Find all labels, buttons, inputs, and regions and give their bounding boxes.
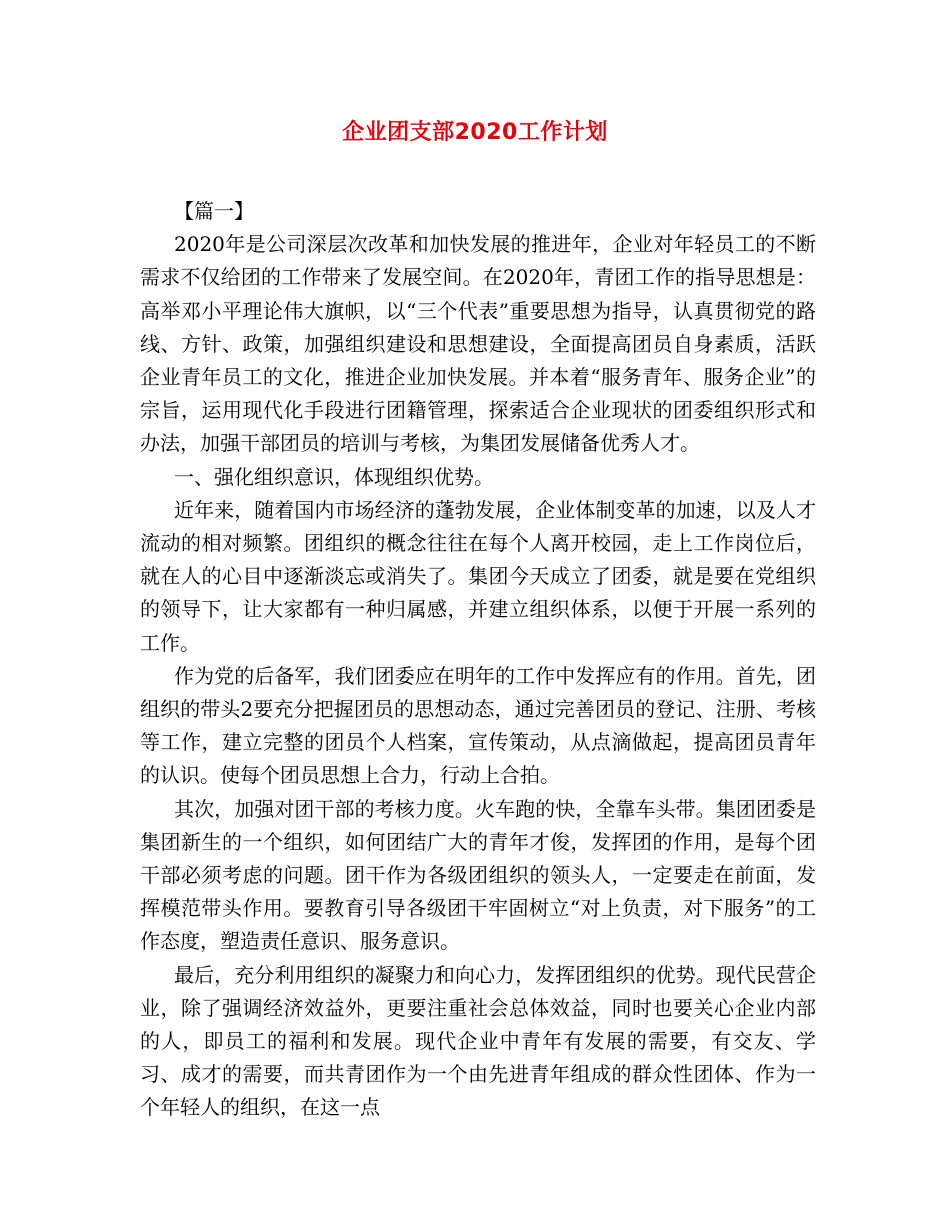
paragraph-first: 作为党的后备军，我们团委应在明年的工作中发挥应有的作用。首先，团组织的带头2要充分把握团员的思想动态，通过完善团员的登记、注册、考核等工作，建立完整的团员个人档案，宣传策动，从点滴做起，提高团员青年的认识。使每个团员思想上合力，行动上合拍。: [140, 663, 816, 788]
paragraph-second: 其次，加强对团干部的考核力度。火车跑的快，全靠车头带。集团团委是集团新生的一个组织，如何团结广大的青年才俊，发挥团的作用，是每个团干部必须考虑的问题。团干作为各级团组织的领头人，一定要走在前面，发挥模范带头作用。要教育引导各级团干牢固树立“对上负责，对下服务”的工作态度，塑造责任意识、服务意识。: [140, 796, 816, 954]
document-body: [140, 195, 816, 1125]
paragraph-background: 近年来，随着国内市场经济的蓬勃发展，企业体制变革的加速，以及人才流动的相对频繁。团组织的概念往往在每个人离开校园，走上工作岗位后，就在人的心目中逐渐淡忘或消失了。集团今天成立了团委，就是要在党组织的领导下，让大家都有一种归属感，并建立组织体系，以便于开展一系列的工作。: [140, 497, 816, 655]
section-label: 【篇一】: [174, 199, 254, 223]
paragraph-intro: 2020年是公司深层次改革和加快发展的推进年，企业对年轻员工的不断需求不仅给团的工作带来了发展空间。在2020年，青团工作的指导思想是：高举邓小平理论伟大旗帜，以“三个代表”重要思想为指导，认真贯彻党的路线、方针、政策，加强组织建设和思想建设，全面提高团员自身素质，活跃企业青年员工的文化，推进企业加快发展。并本着“服务青年、服务企业”的宗旨，运用现代化手段进行团籍管理，探索适合企业现状的团委组织形式和办法，加强干部团员的培训与考核，为集团发展储备优秀人才。: [140, 232, 816, 456]
section-heading-1: 一、强化组织意识，体现组织优势。: [174, 464, 494, 489]
document-title: 企业团支部2020工作计划: [342, 120, 608, 145]
paragraph-last: 最后，充分利用组织的凝聚力和向心力，发挥团组织的优势。现代民营企业，除了强调经济效益外，更要注重社会总体效益，同时也要关心企业内部的人，即员工的福利和发展。现代企业中青年有发展的需要，有交友、学习、成才的需要，而共青团作为一个由先进青年组成的群众性团体、作为一个年轻人的组织，在这一点: [140, 962, 816, 1120]
